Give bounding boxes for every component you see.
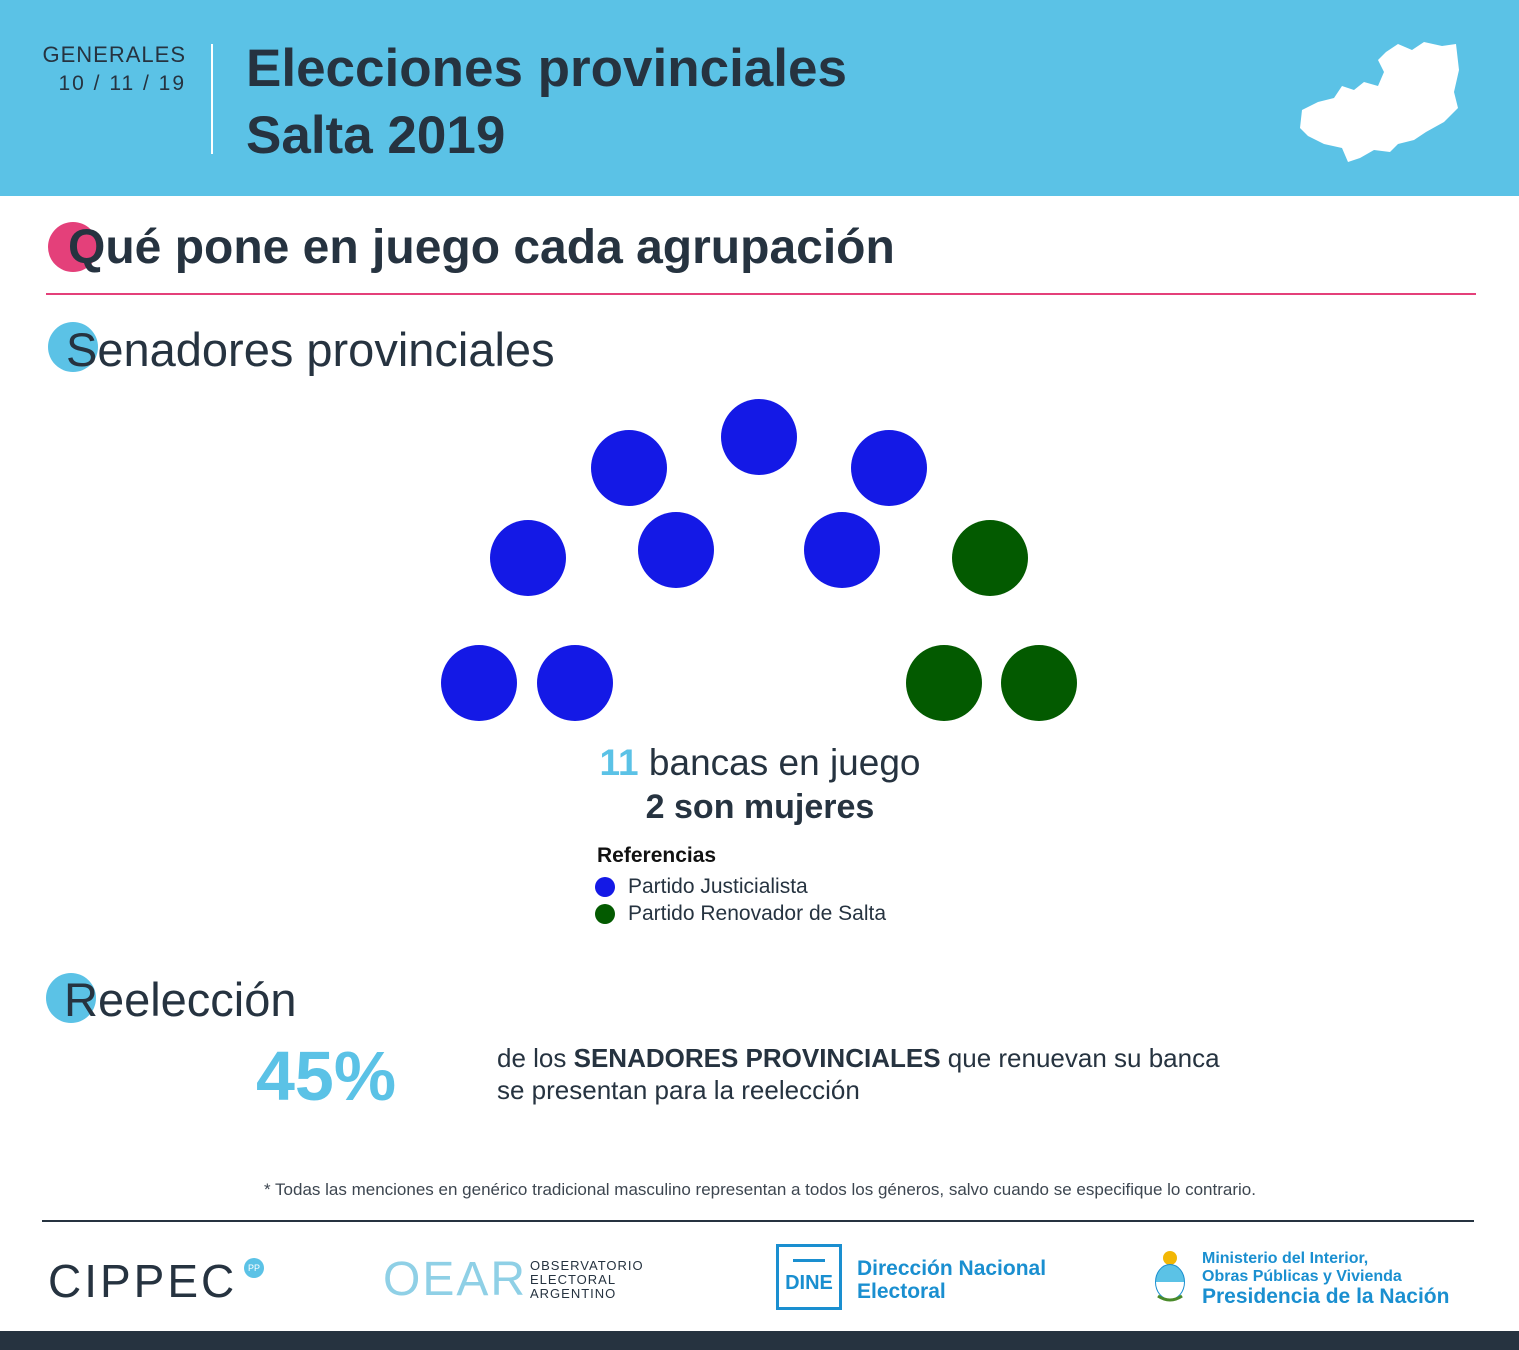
legend-label-pj: Partido Justicialista (628, 875, 808, 898)
seat-11 (1001, 645, 1077, 721)
seats-caption-text: bancas en juego (638, 742, 921, 783)
seat-9 (952, 520, 1028, 596)
reelection-percentage: 45% (256, 1037, 397, 1115)
ministry-line2: Obras Públicas y Vivienda (1202, 1268, 1402, 1285)
reelection-heading: Reelección (64, 973, 297, 1026)
seat-7 (851, 430, 927, 506)
reelection-text-suffix: que renuevan su banca (940, 1043, 1220, 1073)
seat-3 (490, 520, 566, 596)
dine-name (857, 1257, 1046, 1303)
legend-swatch-pj (595, 877, 615, 897)
salta-map-icon (1294, 40, 1464, 165)
oear-sub-line1: OBSERVATORIO (530, 1258, 644, 1273)
oear-logo: OEAR (383, 1253, 528, 1306)
dine-name-line2: Electoral (857, 1280, 946, 1303)
header-divider (211, 44, 213, 154)
legend-swatch-prs (595, 904, 615, 924)
seat-4 (638, 512, 714, 588)
argentina-seal-icon (1152, 1248, 1188, 1304)
election-type: GENERALES (42, 42, 186, 67)
seat-1 (441, 645, 517, 721)
seat-6 (721, 399, 797, 475)
oear-sub-line2: ELECTORAL (530, 1272, 617, 1287)
ministry-line1: Ministerio del Interior, (1202, 1250, 1369, 1267)
reelection-text-line2: se presentan para la reelección (497, 1075, 860, 1105)
reelection-description (497, 1042, 1297, 1106)
page-title-line2: Salta 2019 (246, 106, 506, 165)
oear-subtitle (530, 1259, 644, 1301)
ministry-name (1202, 1250, 1402, 1286)
legend-label-prs: Partido Renovador de Salta (628, 902, 886, 925)
election-date: 10 / 11 / 19 (58, 72, 186, 95)
dine-name-line1: Dirección Nacional (857, 1257, 1047, 1280)
legend-item-pj (595, 875, 808, 899)
women-caption: 2 son mujeres (645, 788, 875, 826)
bottom-band (0, 1331, 1519, 1350)
dine-logo-text: DINE (785, 1272, 833, 1294)
cippec-badge: PP (244, 1258, 264, 1278)
page-title-line1: Elecciones provinciales (246, 39, 847, 98)
reelection-text-prefix: de los (497, 1043, 574, 1073)
senate-heading: Senadores provinciales (66, 323, 555, 376)
reelection-text-bold: SENADORES PROVINCIALES (573, 1043, 941, 1073)
oear-sub-line3: ARGENTINO (530, 1286, 617, 1301)
legend-title: Referencias (597, 844, 717, 867)
seat-8 (804, 512, 880, 588)
cippec-logo: CIPPEC (48, 1255, 238, 1307)
main-heading: Qué pone en juego cada agrupación (68, 221, 895, 274)
seat-chart (430, 390, 1090, 730)
seat-10 (906, 645, 982, 721)
seat-2 (537, 645, 613, 721)
dine-logo-bar (793, 1259, 825, 1262)
presidency-name: Presidencia de la Nación (1202, 1285, 1450, 1308)
footnote: * Todas las menciones en genérico tradicional masculino representan a todos los géneros, salvo cuando se especifique lo contrario. (264, 1180, 1256, 1199)
heading-underline (46, 293, 1476, 295)
legend-item-prs (595, 902, 886, 926)
seat-5 (591, 430, 667, 506)
seats-caption (560, 742, 960, 784)
footer-divider (42, 1220, 1474, 1222)
seats-count: 11 (599, 742, 639, 783)
